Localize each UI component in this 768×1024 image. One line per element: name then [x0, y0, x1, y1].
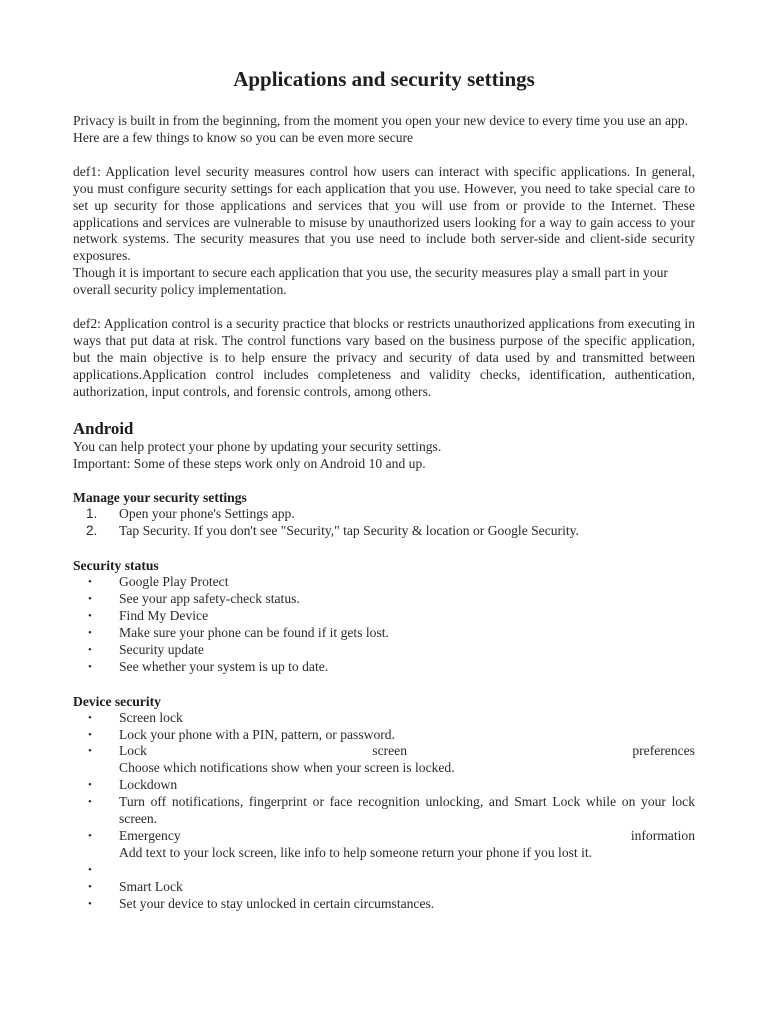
- intro-paragraph: Privacy is built in from the beginning, from the moment you open your new device to every time you use an app. Here are a few things to know so you can be even more secure: [73, 113, 688, 145]
- document-page: [73, 64, 695, 913]
- security-status-heading: Security status: [73, 558, 159, 574]
- item-text: Lockdown: [119, 777, 178, 793]
- list-item: [73, 506, 695, 523]
- list-item: [73, 523, 695, 540]
- list-item: [73, 710, 695, 727]
- bullet-icon: •: [88, 593, 92, 606]
- item-text: See your app safety-check status.: [119, 591, 300, 607]
- item-text: Add text to your lock screen, like info to help someone return your phone if you lost it.: [119, 844, 593, 860]
- item-text: Smart Lock: [119, 878, 183, 894]
- def2-paragraph: def2: Application control is a security practice that blocks or restricts unauthorized applications from executing in ways that put data at risk. The control functions vary based on the business purpose of the specific application, but the main objective is to help ensure the privacy and security of data used by and transmitted between applications.Application control includes completeness and validity checks, identification, authentication, authorization, input controls, and forensic controls, among others.: [73, 316, 695, 399]
- bullet-icon: •: [88, 711, 92, 724]
- item-text: Make sure your phone can be found if it gets lost.: [119, 624, 389, 640]
- item-text: Turn off notifications, fingerprint or face recognition unlocking, and Smart Lock while on your lock screen.: [119, 794, 695, 827]
- list-item: [73, 794, 695, 828]
- list-item: [73, 574, 695, 591]
- item-text: See whether your system is up to date.: [119, 658, 329, 674]
- security-status-list: [73, 574, 695, 675]
- item-text: Screen lock: [119, 709, 183, 725]
- step-text: Open your phone's Settings app.: [119, 506, 295, 522]
- list-item: [73, 591, 695, 608]
- step-text: Tap Security. If you don't see "Security," tap Security & location or Google Security.: [119, 523, 579, 539]
- manage-settings-heading: Manage your security settings: [73, 490, 247, 506]
- android-important-note: Important: Some of these steps work only on Android 10 and up.: [73, 455, 426, 471]
- list-item: [73, 608, 695, 625]
- item-text: Choose which notifications show when your screen is locked.: [119, 760, 455, 776]
- bullet-icon: •: [88, 643, 92, 656]
- list-item: [73, 642, 695, 659]
- list-item: [73, 777, 695, 794]
- def1-continuation: Though it is important to secure each application that you use, the security measures play a small part in your overall security policy implementation.: [73, 265, 668, 298]
- device-security-heading: Device security: [73, 693, 161, 709]
- page-title: Applications and security settings: [233, 67, 535, 91]
- bullet-icon: •: [88, 626, 92, 639]
- bullet-icon: •: [88, 576, 92, 589]
- list-item: [73, 625, 695, 642]
- item-text: Security update: [119, 641, 204, 657]
- list-item: [73, 896, 695, 913]
- emergency-information-label: Emergency information: [119, 828, 695, 843]
- bullet-icon: •: [88, 880, 92, 893]
- bullet-icon: •: [88, 660, 92, 673]
- list-item: [73, 879, 695, 896]
- bullet-icon: •: [88, 779, 92, 792]
- list-item: [73, 862, 695, 879]
- manage-steps-list: [73, 506, 695, 540]
- item-text: Google Play Protect: [119, 574, 229, 590]
- device-security-list: [73, 710, 695, 913]
- item-text: Lock your phone with a PIN, pattern, or password.: [119, 726, 395, 742]
- step-number: 1.: [86, 506, 98, 522]
- bullet-icon: •: [88, 796, 92, 809]
- bullet-icon: •: [88, 745, 92, 758]
- bullet-icon: •: [88, 897, 92, 910]
- list-item: [73, 743, 695, 777]
- def1-paragraph: def1: Application level security measures control how users can interact with specific applications. In general, you must configure security settings for each application that you use. However, you need to take special care to set up security for those applications and services that you will use from or provide to the Internet. These applications and services are vulnerable to misuse by unauthorized users looking for a way to gain access to your network systems. The security measures that you use need to include both server-side and client-side security exposures.: [73, 163, 695, 264]
- android-heading: Android: [73, 418, 134, 438]
- list-item: [73, 727, 695, 744]
- item-text: Find My Device: [119, 608, 209, 624]
- lock-screen-preferences-label: Lock screen preferences: [119, 743, 695, 759]
- step-number: 2.: [86, 523, 98, 539]
- list-item: [73, 828, 695, 862]
- bullet-icon: •: [88, 863, 92, 876]
- bullet-icon: •: [88, 728, 92, 741]
- list-item: [73, 659, 695, 676]
- bullet-icon: •: [88, 610, 92, 623]
- bullet-icon: •: [88, 830, 92, 842]
- item-text: Set your device to stay unlocked in certain circumstances.: [119, 895, 435, 911]
- android-intro: You can help protect your phone by updating your security settings.: [73, 438, 442, 454]
